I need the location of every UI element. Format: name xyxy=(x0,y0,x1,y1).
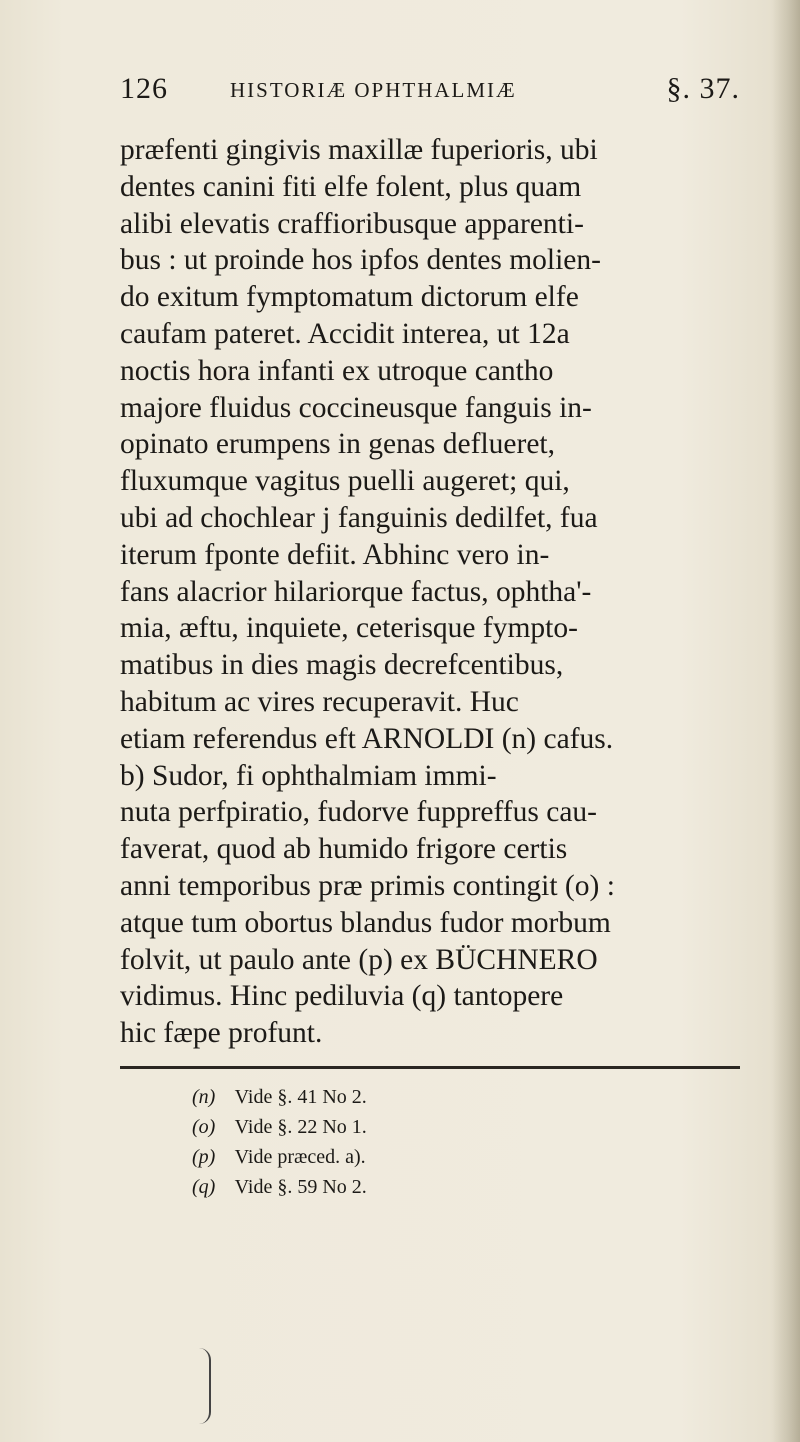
text-line: habitum ac vires recuperavit. Huc xyxy=(120,685,519,718)
footnote xyxy=(192,1082,612,1112)
section-number: §. 37. xyxy=(666,72,740,105)
text-line: alibi elevatis craffioribusque apparenti- xyxy=(120,207,584,240)
text-line: præfenti gingivis maxillæ fuperioris, ubi xyxy=(120,134,598,166)
text-line: fluxumque vagitus puelli augeret; qui, xyxy=(120,465,570,498)
footnote-rule xyxy=(120,1066,740,1069)
text-line: b) Sudor, fi ophthalmiam immi- xyxy=(120,759,497,792)
footnote xyxy=(192,1112,612,1142)
footnotes xyxy=(192,1082,612,1202)
text-line: faverat, quod ab humido frigore certis xyxy=(120,833,568,866)
footnote xyxy=(192,1142,612,1172)
text-line: ubi ad chochlear j fanguinis dedilfet, fua xyxy=(120,501,598,534)
footnote-mark: (n) xyxy=(192,1086,216,1108)
text-line: folvit, ut paulo ante (p) ex BÜCHNERO xyxy=(120,943,598,976)
footnote-text: Vide §. 22 No 1. xyxy=(234,1116,367,1138)
footnote-text: Vide §. 59 No 2. xyxy=(234,1176,367,1198)
footnote-text: Vide §. 41 No 2. xyxy=(234,1086,367,1108)
footnote-mark: (p) xyxy=(192,1146,216,1168)
text-line: mia, æftu, inquiete, ceterisque fympto- xyxy=(120,612,578,645)
text-line: atque tum obortus blandus fudor morbum xyxy=(120,906,611,939)
footnote xyxy=(192,1172,612,1202)
text-line: iterum fponte defiit. Abhinc vero in- xyxy=(120,538,550,571)
text-line: majore fluidus coccineusque fanguis in- xyxy=(120,391,592,424)
footnote-mark: (o) xyxy=(192,1116,216,1138)
text-line: dentes canini fiti elfe folent, plus quam xyxy=(120,170,582,203)
page-number: 126 xyxy=(120,72,168,105)
text-line: vidimus. Hinc pediluvia (q) tantopere xyxy=(120,980,564,1013)
text-line: etiam referendus eft ARNOLDI (n) cafus. xyxy=(120,722,614,755)
text-line: fans alacrior hilariorque factus, ophtha'- xyxy=(120,575,592,608)
handwritten-bracket-mark xyxy=(195,1348,211,1424)
running-title: HISTORIÆ OPHTHALMIÆ xyxy=(230,78,517,102)
text-line: do exitum fymptomatum dictorum elfe xyxy=(120,281,579,314)
running-header xyxy=(120,72,740,112)
text-line: anni temporibus præ primis contingit (o) : xyxy=(120,869,615,902)
text-line: noctis hora infanti ex utroque cantho xyxy=(120,354,554,387)
body-text xyxy=(120,132,740,1052)
text-line: nuta perfpiratio, fudorve fuppreffus cau- xyxy=(120,796,597,829)
page-edge-shadow xyxy=(772,0,800,1442)
text-line: bus : ut proinde hos ipfos dentes molien- xyxy=(120,244,601,277)
text-line: caufam pateret. Accidit interea, ut 12a xyxy=(120,317,570,350)
footnote-text: Vide præced. a). xyxy=(234,1146,366,1168)
text-line: opinato erumpens in genas deflueret, xyxy=(120,428,555,461)
footnote-mark: (q) xyxy=(192,1176,216,1198)
text-line: hic fæpe profunt. xyxy=(120,1017,323,1050)
text-line: matibus in dies magis decrefcentibus, xyxy=(120,649,564,682)
